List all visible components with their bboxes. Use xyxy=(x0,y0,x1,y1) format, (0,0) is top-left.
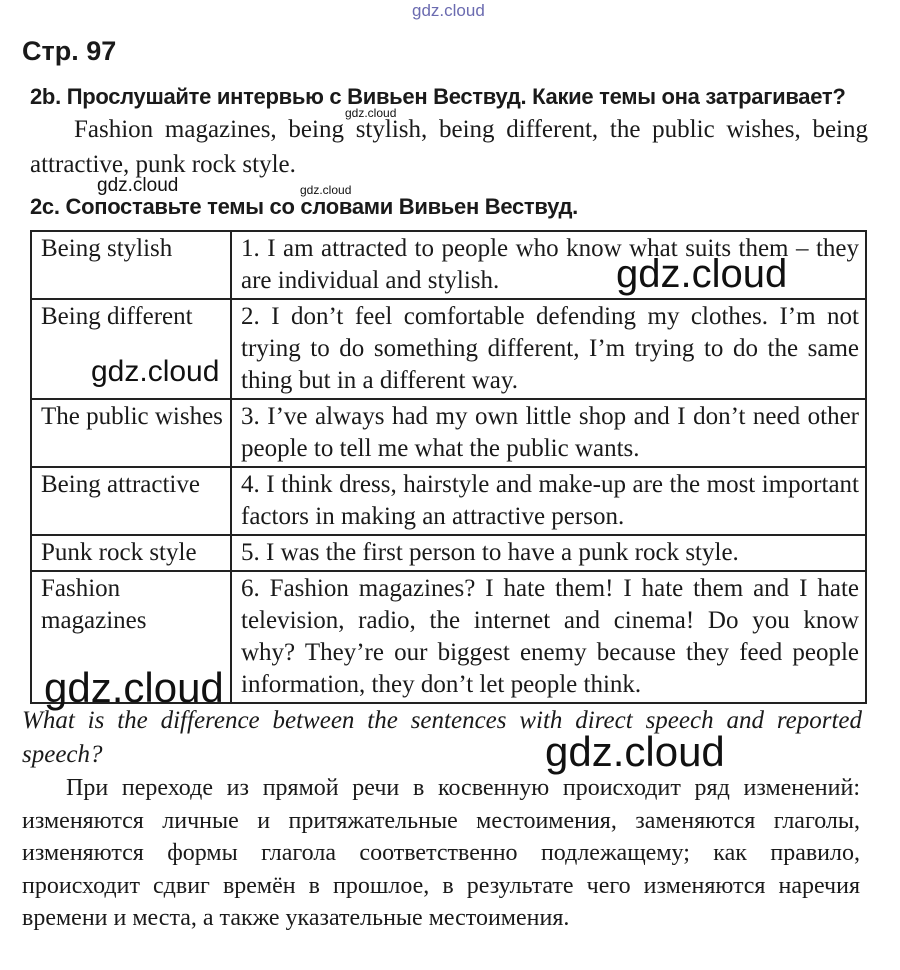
theme-cell: Fashion magazines xyxy=(31,571,231,703)
themes-table xyxy=(30,230,867,704)
watermark-small: gdz.cloud xyxy=(345,106,397,120)
task-2b-answer: Fashion magazines, being stylish, being different, the public wishes, being attractive, punk rock style. xyxy=(30,116,868,178)
watermark-small: gdz.cloud xyxy=(97,175,179,196)
theme-cell: The public wishes xyxy=(31,399,231,467)
quote-cell: 4. I think dress, hairstyle and make-up are the most important factors in making an attractive person. xyxy=(231,467,866,535)
watermark-large: gdz.cloud xyxy=(91,355,220,388)
task-2c-heading: 2c. Сопоставьте темы со словами Вивьен Вествуд. xyxy=(30,194,578,219)
table-row xyxy=(31,467,866,535)
quote-cell: 2. I don’t feel comfortable defending my clothes. I’m not trying to do something different, I’m trying to do the same thing but in a different way. xyxy=(231,299,866,399)
watermark-top: gdz.cloud xyxy=(412,1,485,20)
watermark-small: gdz.cloud xyxy=(300,183,352,197)
theme-cell: Punk rock style xyxy=(31,535,231,571)
table-row xyxy=(31,399,866,467)
theme-cell: Being stylish xyxy=(31,231,231,299)
theme-cell: Being different xyxy=(31,299,231,399)
quote-cell: 5. I was the first person to have a punk rock style. xyxy=(231,535,866,571)
question-text: What is the difference between the sentences with direct speech and reported speech? xyxy=(22,707,862,768)
table-row xyxy=(31,535,866,571)
quote-cell: 3. I’ve always had my own little shop and I don’t need other people to tell me what the public wants. xyxy=(231,399,866,467)
theme-cell: Being attractive xyxy=(31,467,231,535)
answer-paragraph: При переходе из прямой речи в косвенную происходит ряд изменений: изменяются личные и притяжательные местоимения, заменяются глаголы, изменяются формы глагола соответственно подлежащему; как правило, происходит сдвиг времён в прошлое, в результате чего изменяются наречия времени и места, а также указательные местоимения. xyxy=(22,775,860,931)
watermark-large: gdz.cloud xyxy=(616,252,788,296)
task-2b-heading: 2b. Прослушайте интервью с Вивьен Вествуд. Какие темы она затрагивает? xyxy=(30,84,846,109)
watermark-large: gdz.cloud xyxy=(44,664,224,711)
quote-cell: 1. I am attracted to people who know what suits them – they are individual and stylish. xyxy=(231,231,866,299)
quote-cell: 6. Fashion magazines? I hate them! I hate them and I hate television, radio, the internet and cinema! Do you know why? They’re our biggest enemy because they feed people information, they don’t let people think. xyxy=(231,571,866,703)
watermark-large: gdz.cloud xyxy=(545,728,725,775)
page-title: Стр. 97 xyxy=(22,36,117,66)
